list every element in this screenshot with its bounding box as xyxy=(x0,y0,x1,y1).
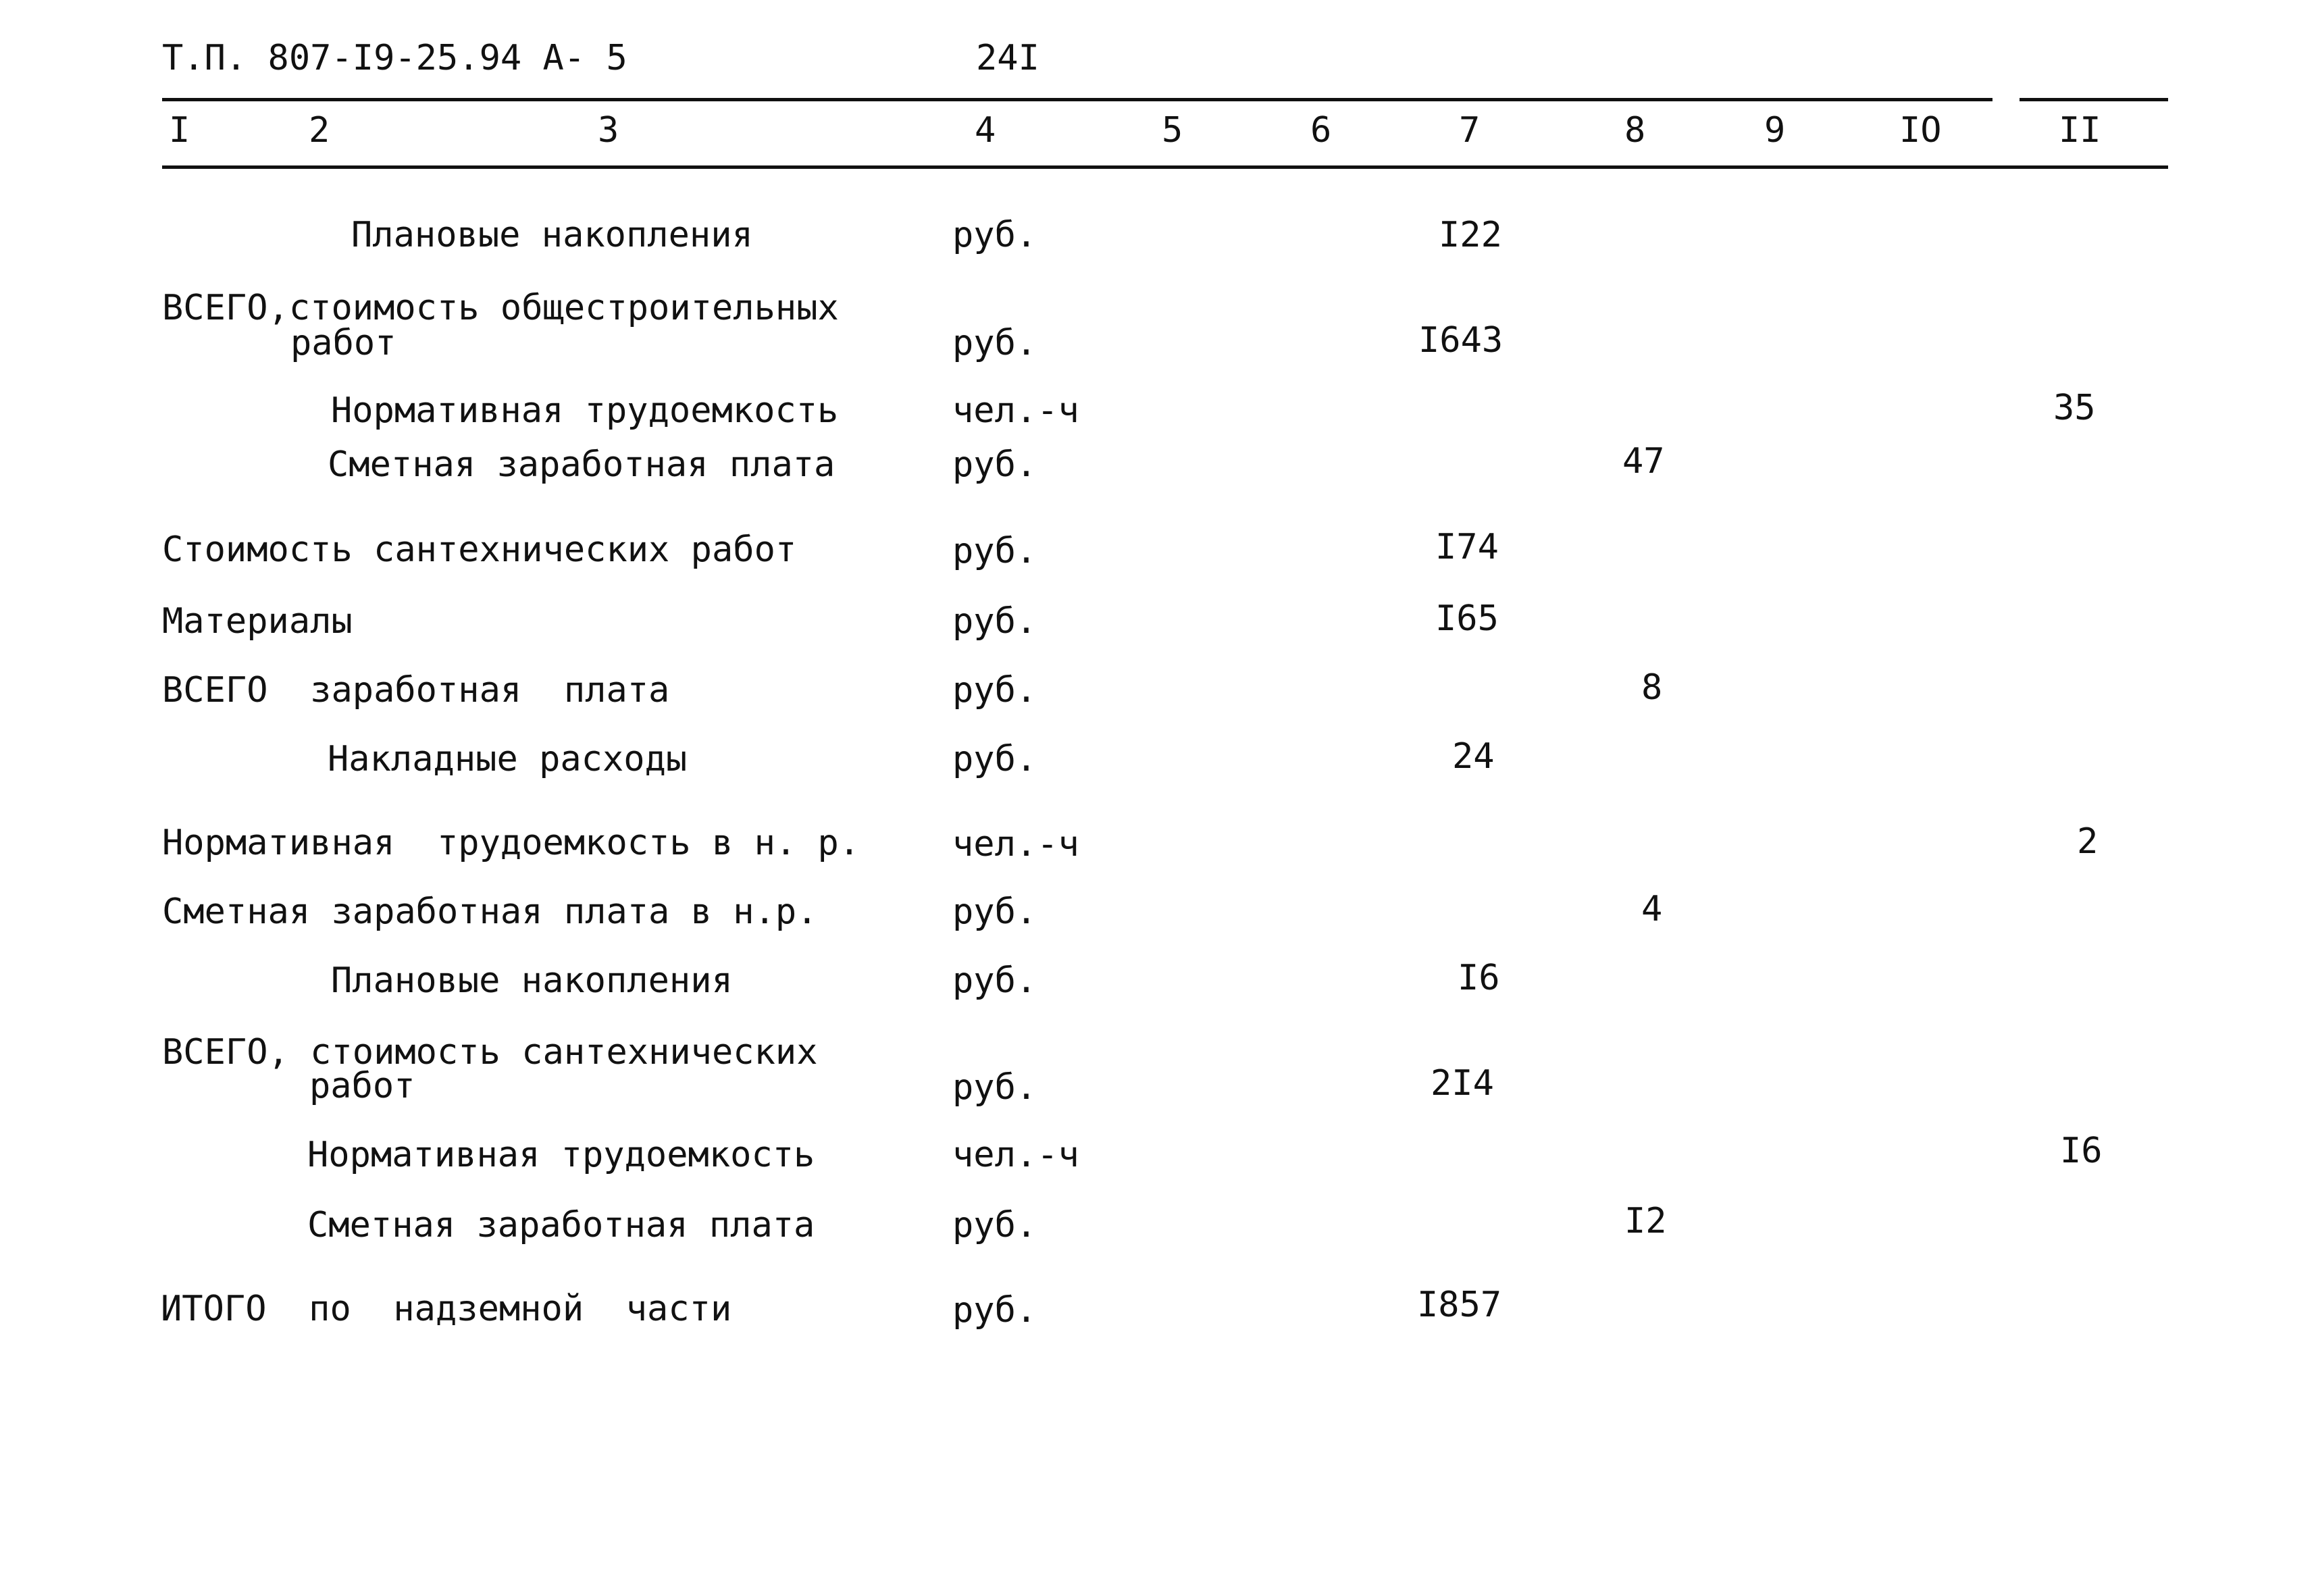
row-label: Стоимость сантехнических работ xyxy=(162,530,797,570)
column-number: II xyxy=(2059,110,2101,151)
row-value-col11: I6 xyxy=(2060,1131,2103,1171)
column-number: 3 xyxy=(598,110,619,151)
column-number: 8 xyxy=(1624,110,1646,151)
header-bottom-rule xyxy=(162,165,2168,169)
document-code: Т.П. 807-I9-25.94 А- 5 xyxy=(162,38,627,78)
column-number: 9 xyxy=(1764,110,1786,151)
row-label-continuation: работ xyxy=(309,1066,415,1106)
header-top-rule xyxy=(162,98,1992,101)
row-unit: чел.-ч xyxy=(952,390,1079,431)
row-value-col7: 24 xyxy=(1452,736,1495,777)
row-label: Сметная заработная плата в н.р. xyxy=(162,892,818,932)
row-unit: руб. xyxy=(952,323,1037,363)
column-number: 2 xyxy=(309,110,330,151)
row-label: Нормативная трудоемкость в н. р. xyxy=(162,823,860,863)
row-label: ВСЕГО,стоимость общестроительных xyxy=(162,288,839,328)
row-unit: руб. xyxy=(952,1290,1037,1331)
row-value-col7: I643 xyxy=(1418,320,1503,361)
row-label: ВСЕГО, стоимость сантехнических xyxy=(162,1032,818,1073)
row-unit: чел.-ч xyxy=(952,1135,1079,1175)
row-label-continuation: работ xyxy=(290,323,396,363)
column-number: 7 xyxy=(1459,110,1481,151)
row-label: Плановые накопления xyxy=(331,960,733,1001)
row-value-col7: 2I4 xyxy=(1431,1063,1494,1104)
row-unit: руб. xyxy=(952,739,1037,779)
row-label: Сметная заработная плата xyxy=(328,444,835,485)
row-unit: руб. xyxy=(952,670,1037,711)
row-unit: руб. xyxy=(952,1067,1037,1108)
page-number: 24I xyxy=(976,38,1039,78)
row-unit: руб. xyxy=(952,960,1037,1001)
column-number: 5 xyxy=(1162,110,1183,151)
row-label: ИТОГО по надземной части xyxy=(161,1289,732,1329)
row-label: ВСЕГО заработная плата xyxy=(162,670,670,711)
row-value-col7: I74 xyxy=(1435,527,1499,567)
row-value-col11: 35 xyxy=(2053,388,2096,428)
row-value-col7: I6 xyxy=(1458,958,1500,998)
row-value-col8: 8 xyxy=(1641,667,1663,708)
row-value-col7: I22 xyxy=(1439,215,1502,255)
row-value-col8: I2 xyxy=(1624,1201,1667,1241)
header-top-rule-right xyxy=(2020,98,2168,101)
row-value-col8: 4 xyxy=(1641,889,1663,929)
row-unit: руб. xyxy=(952,215,1037,255)
row-value-col8: 47 xyxy=(1622,441,1665,482)
row-label: Материалы xyxy=(162,601,353,642)
row-label: Нормативная трудоемкость xyxy=(307,1135,815,1175)
row-unit: руб. xyxy=(952,892,1037,932)
row-value-col7: I857 xyxy=(1417,1285,1502,1325)
column-number: 4 xyxy=(975,110,996,151)
row-label: Нормативная трудоемкость xyxy=(331,390,839,431)
column-number: I xyxy=(169,110,190,151)
column-number: IO xyxy=(1899,110,1942,151)
row-unit: чел.-ч xyxy=(952,824,1079,865)
row-unit: руб. xyxy=(952,601,1037,642)
row-label: Накладные расходы xyxy=(328,739,688,779)
row-label: Плановые накопления xyxy=(351,215,753,255)
row-label: Сметная заработная плата xyxy=(307,1205,815,1245)
row-value-col7: I65 xyxy=(1435,598,1499,639)
row-unit: руб. xyxy=(952,444,1037,485)
row-value-col11: 2 xyxy=(2077,821,2099,862)
column-number: 6 xyxy=(1310,110,1332,151)
row-unit: руб. xyxy=(952,1205,1037,1245)
row-unit: руб. xyxy=(952,531,1037,571)
